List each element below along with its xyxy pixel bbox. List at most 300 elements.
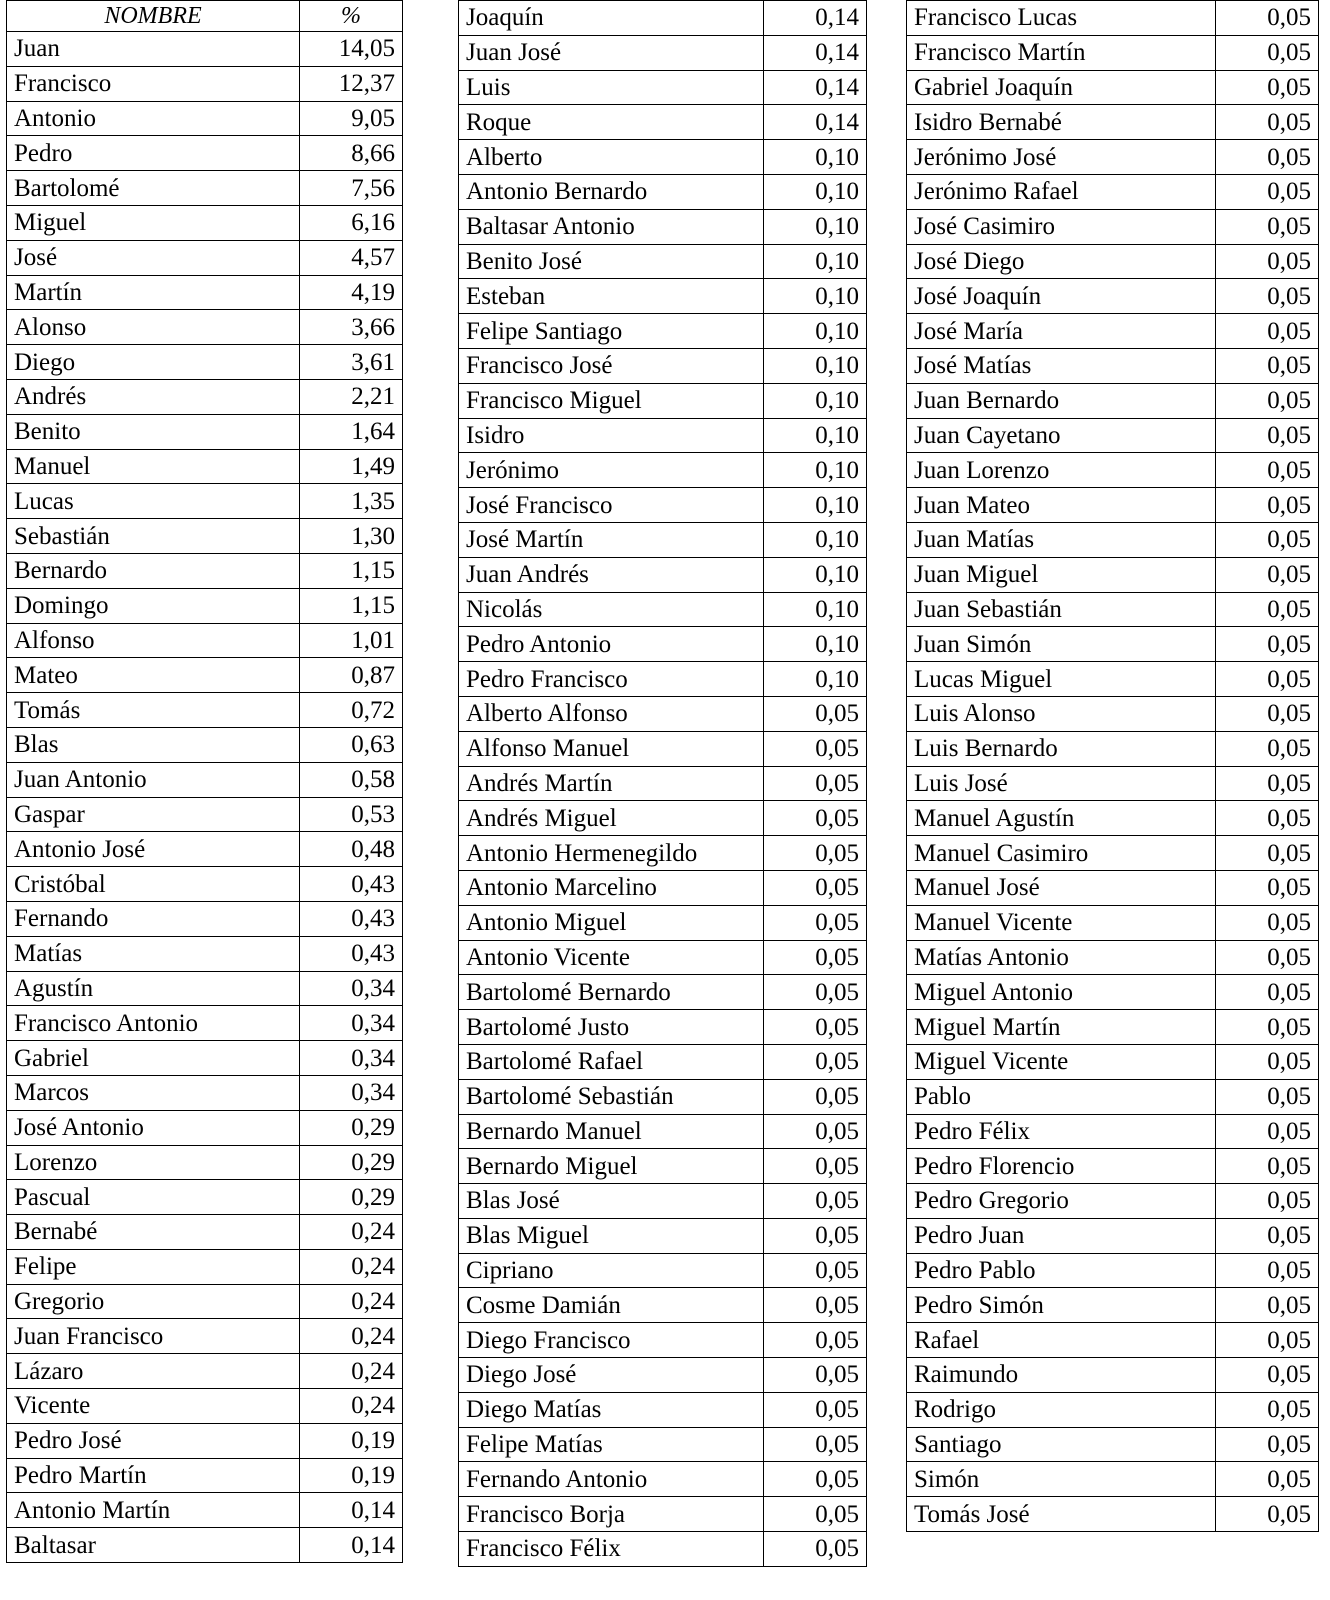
table-row <box>7 693 403 728</box>
table-row <box>907 105 1319 140</box>
cell-percent: 4,19 <box>300 275 403 310</box>
cell-name: Cipriano <box>459 1253 764 1288</box>
cell-percent: 0,05 <box>1216 35 1319 70</box>
table-row <box>7 1180 403 1215</box>
cell-name: Diego Matías <box>459 1392 764 1427</box>
cell-name: Isidro <box>459 418 764 453</box>
table-row <box>7 1319 403 1354</box>
cell-percent: 0,58 <box>300 762 403 797</box>
cell-percent: 0,05 <box>1216 662 1319 697</box>
cell-percent: 0,05 <box>1216 1392 1319 1427</box>
cell-percent: 0,05 <box>764 836 867 871</box>
cell-name: Mateo <box>7 658 300 693</box>
cell-percent: 0,29 <box>300 1180 403 1215</box>
cell-percent: 0,05 <box>1216 1079 1319 1114</box>
table-row <box>459 453 867 488</box>
cell-name: Matías <box>7 936 300 971</box>
cell-name: Juan José <box>459 35 764 70</box>
cell-percent: 8,66 <box>300 136 403 171</box>
cell-percent: 0,24 <box>300 1215 403 1250</box>
table-row <box>7 762 403 797</box>
table-row <box>459 314 867 349</box>
cell-percent: 0,05 <box>1216 1462 1319 1497</box>
cell-percent: 0,10 <box>764 662 867 697</box>
cell-percent: 0,43 <box>300 936 403 971</box>
cell-percent: 0,05 <box>764 1253 867 1288</box>
cell-name: Francisco José <box>459 348 764 383</box>
names-table-3 <box>906 0 1319 1532</box>
cell-percent: 0,10 <box>764 314 867 349</box>
cell-name: Miguel Vicente <box>907 1044 1216 1079</box>
table-row <box>7 867 403 902</box>
cell-percent: 0,10 <box>764 418 867 453</box>
cell-name: Manuel Agustín <box>907 801 1216 836</box>
cell-percent: 0,14 <box>764 35 867 70</box>
cell-name: Antonio <box>7 101 300 136</box>
table-row <box>459 975 867 1010</box>
column-header-nombre: NOMBRE <box>7 1 300 32</box>
cell-name: Pablo <box>907 1079 1216 1114</box>
table-row <box>7 1041 403 1076</box>
cell-percent: 0,14 <box>764 1 867 36</box>
cell-percent: 0,05 <box>1216 453 1319 488</box>
cell-name: Antonio Hermenegildo <box>459 836 764 871</box>
table-row <box>7 345 403 380</box>
cell-percent: 0,05 <box>764 1184 867 1219</box>
cell-percent: 0,05 <box>1216 1149 1319 1184</box>
table-row <box>907 1218 1319 1253</box>
cell-name: Benito José <box>459 244 764 279</box>
cell-name: Bartolomé Justo <box>459 1010 764 1045</box>
cell-percent: 0,14 <box>300 1493 403 1528</box>
cell-percent: 0,05 <box>764 1358 867 1393</box>
cell-name: Juan Lorenzo <box>907 453 1216 488</box>
cell-name: Francisco Martín <box>907 35 1216 70</box>
cell-percent: 0,43 <box>300 867 403 902</box>
cell-name: Pedro Juan <box>907 1218 1216 1253</box>
table-row <box>907 70 1319 105</box>
table-row <box>7 1528 403 1563</box>
cell-name: Pedro Martín <box>7 1458 300 1493</box>
cell-percent: 0,72 <box>300 693 403 728</box>
table-row <box>459 418 867 453</box>
cell-percent: 1,01 <box>300 623 403 658</box>
cell-name: Antonio José <box>7 832 300 867</box>
cell-percent: 0,10 <box>764 279 867 314</box>
cell-percent: 0,87 <box>300 658 403 693</box>
table-row <box>907 140 1319 175</box>
cell-percent: 0,05 <box>1216 70 1319 105</box>
table-row <box>459 1392 867 1427</box>
cell-percent: 0,05 <box>1216 140 1319 175</box>
cell-name: Diego José <box>459 1358 764 1393</box>
cell-name: Juan Simón <box>907 627 1216 662</box>
table-row <box>907 1392 1319 1427</box>
table-header-row <box>7 1 403 32</box>
cell-percent: 12,37 <box>300 66 403 101</box>
cell-percent: 0,10 <box>764 592 867 627</box>
table-row <box>907 1497 1319 1532</box>
table-row <box>907 627 1319 662</box>
table-row <box>459 1358 867 1393</box>
cell-name: Miguel Martín <box>907 1010 1216 1045</box>
cell-percent: 0,05 <box>1216 905 1319 940</box>
cell-name: Juan Miguel <box>907 557 1216 592</box>
table-row <box>907 592 1319 627</box>
table-row <box>7 1075 403 1110</box>
table-row <box>459 244 867 279</box>
table-row <box>907 174 1319 209</box>
cell-name: Pedro Francisco <box>459 662 764 697</box>
table-row <box>459 209 867 244</box>
cell-percent: 0,19 <box>300 1423 403 1458</box>
table-row <box>7 1145 403 1180</box>
table-row <box>459 1427 867 1462</box>
cell-percent: 0,48 <box>300 832 403 867</box>
cell-percent: 0,05 <box>764 975 867 1010</box>
table-row <box>459 348 867 383</box>
column-header-percent: % <box>300 1 403 32</box>
table-row <box>459 1288 867 1323</box>
table-row <box>907 1184 1319 1219</box>
table-row <box>907 1149 1319 1184</box>
cell-name: Francisco <box>7 66 300 101</box>
table-row <box>7 1215 403 1250</box>
table-row <box>907 696 1319 731</box>
cell-percent: 0,19 <box>300 1458 403 1493</box>
table-row <box>459 836 867 871</box>
cell-name: Vicente <box>7 1389 300 1424</box>
cell-percent: 1,35 <box>300 484 403 519</box>
table-row <box>459 1497 867 1532</box>
cell-name: Bartolomé Sebastián <box>459 1079 764 1114</box>
cell-percent: 0,10 <box>764 383 867 418</box>
cell-percent: 0,34 <box>300 1075 403 1110</box>
cell-percent: 0,29 <box>300 1145 403 1180</box>
table-row <box>907 1010 1319 1045</box>
cell-name: Bartolomé Bernardo <box>459 975 764 1010</box>
table-2-body <box>459 1 867 1567</box>
table-row <box>459 279 867 314</box>
table-row <box>907 209 1319 244</box>
cell-percent: 1,30 <box>300 519 403 554</box>
cell-percent: 0,05 <box>764 1427 867 1462</box>
cell-name: Domingo <box>7 588 300 623</box>
cell-name: Blas Miguel <box>459 1218 764 1253</box>
cell-name: José <box>7 240 300 275</box>
cell-percent: 0,29 <box>300 1110 403 1145</box>
table-row <box>7 240 403 275</box>
table-row <box>907 1358 1319 1393</box>
cell-percent: 0,05 <box>764 1079 867 1114</box>
cell-name: Pedro José <box>7 1423 300 1458</box>
cell-name: Jerónimo José <box>907 140 1216 175</box>
table-row <box>7 901 403 936</box>
table-row <box>7 832 403 867</box>
cell-name: Simón <box>907 1462 1216 1497</box>
cell-percent: 0,05 <box>1216 1044 1319 1079</box>
cell-name: Rafael <box>907 1323 1216 1358</box>
cell-name: José Martín <box>459 522 764 557</box>
cell-name: Rodrigo <box>907 1392 1216 1427</box>
cell-percent: 1,64 <box>300 414 403 449</box>
table-row <box>459 696 867 731</box>
cell-percent: 0,10 <box>764 140 867 175</box>
cell-name: Blas <box>7 727 300 762</box>
cell-percent: 0,05 <box>764 1532 867 1567</box>
table-row <box>459 383 867 418</box>
table-row <box>7 275 403 310</box>
cell-percent: 1,15 <box>300 553 403 588</box>
table-row <box>907 801 1319 836</box>
cell-percent: 0,05 <box>1216 592 1319 627</box>
cell-name: Blas José <box>459 1184 764 1219</box>
table-row <box>459 522 867 557</box>
table-row <box>459 662 867 697</box>
cell-percent: 0,05 <box>764 1323 867 1358</box>
table-row <box>459 1149 867 1184</box>
cell-percent: 0,05 <box>1216 696 1319 731</box>
cell-percent: 9,05 <box>300 101 403 136</box>
cell-percent: 0,43 <box>300 901 403 936</box>
cell-name: Tomás <box>7 693 300 728</box>
cell-name: Bernardo <box>7 553 300 588</box>
cell-name: Manuel Casimiro <box>907 836 1216 871</box>
cell-name: Antonio Bernardo <box>459 174 764 209</box>
cell-percent: 3,66 <box>300 310 403 345</box>
cell-percent: 0,05 <box>764 1010 867 1045</box>
cell-percent: 0,10 <box>764 522 867 557</box>
cell-percent: 0,05 <box>764 940 867 975</box>
table-row <box>907 1079 1319 1114</box>
cell-percent: 0,05 <box>764 801 867 836</box>
cell-name: José Diego <box>907 244 1216 279</box>
cell-percent: 0,24 <box>300 1319 403 1354</box>
table-row <box>459 1218 867 1253</box>
cell-name: Lucas Miguel <box>907 662 1216 697</box>
cell-percent: 0,10 <box>764 209 867 244</box>
cell-name: Martín <box>7 275 300 310</box>
table-row <box>907 522 1319 557</box>
cell-percent: 0,05 <box>1216 383 1319 418</box>
table-row <box>7 1354 403 1389</box>
table-row <box>907 35 1319 70</box>
cell-percent: 0,10 <box>764 488 867 523</box>
cell-name: Gregorio <box>7 1284 300 1319</box>
cell-percent: 4,57 <box>300 240 403 275</box>
cell-name: Pedro Antonio <box>459 627 764 662</box>
cell-name: Bartolomé Rafael <box>459 1044 764 1079</box>
cell-name: Juan Andrés <box>459 557 764 592</box>
cell-name: Antonio Vicente <box>459 940 764 975</box>
cell-percent: 0,05 <box>764 696 867 731</box>
table-row <box>7 171 403 206</box>
table-row <box>459 1 867 36</box>
cell-name: Alfonso <box>7 623 300 658</box>
cell-name: Luis Alonso <box>907 696 1216 731</box>
cell-percent: 0,24 <box>300 1284 403 1319</box>
names-table-column-2 <box>458 0 866 1567</box>
cell-percent: 0,05 <box>1216 348 1319 383</box>
cell-percent: 0,24 <box>300 1389 403 1424</box>
table-row <box>459 105 867 140</box>
table-row <box>7 66 403 101</box>
table-row <box>907 870 1319 905</box>
cell-name: Cosme Damián <box>459 1288 764 1323</box>
table-row <box>459 801 867 836</box>
cell-name: Juan <box>7 32 300 67</box>
cell-percent: 0,05 <box>764 1149 867 1184</box>
cell-name: Matías Antonio <box>907 940 1216 975</box>
cell-name: Luis <box>459 70 764 105</box>
cell-name: José Antonio <box>7 1110 300 1145</box>
cell-name: Pedro Pablo <box>907 1253 1216 1288</box>
table-row <box>459 905 867 940</box>
cell-name: Miguel Antonio <box>907 975 1216 1010</box>
cell-percent: 0,24 <box>300 1354 403 1389</box>
cell-percent: 0,05 <box>1216 557 1319 592</box>
cell-name: Jerónimo <box>459 453 764 488</box>
cell-name: Diego Francisco <box>459 1323 764 1358</box>
cell-name: Esteban <box>459 279 764 314</box>
cell-percent: 0,05 <box>1216 314 1319 349</box>
table-row <box>7 1249 403 1284</box>
cell-name: Alberto <box>459 140 764 175</box>
cell-percent: 14,05 <box>300 32 403 67</box>
cell-name: Pedro Simón <box>907 1288 1216 1323</box>
cell-percent: 0,05 <box>1216 870 1319 905</box>
table-row <box>907 348 1319 383</box>
table-row <box>907 731 1319 766</box>
table-row <box>907 279 1319 314</box>
table-row <box>907 1114 1319 1149</box>
table-row <box>907 1462 1319 1497</box>
cell-name: Alberto Alfonso <box>459 696 764 731</box>
cell-name: Sebastián <box>7 519 300 554</box>
cell-name: Antonio Martín <box>7 1493 300 1528</box>
cell-name: Francisco Miguel <box>459 383 764 418</box>
cell-name: Luis José <box>907 766 1216 801</box>
cell-name: Juan Cayetano <box>907 418 1216 453</box>
table-row <box>7 519 403 554</box>
cell-percent: 0,05 <box>1216 1497 1319 1532</box>
table-row <box>7 1389 403 1424</box>
table-row <box>459 1532 867 1567</box>
cell-name: Bernardo Miguel <box>459 1149 764 1184</box>
table-row <box>459 1079 867 1114</box>
cell-percent: 0,05 <box>1216 279 1319 314</box>
cell-percent: 0,05 <box>1216 1288 1319 1323</box>
cell-percent: 0,05 <box>1216 105 1319 140</box>
cell-name: Felipe Matías <box>459 1427 764 1462</box>
table-row <box>459 1184 867 1219</box>
cell-name: Antonio Marcelino <box>459 870 764 905</box>
cell-percent: 3,61 <box>300 345 403 380</box>
cell-name: Fernando Antonio <box>459 1462 764 1497</box>
cell-name: Gaspar <box>7 797 300 832</box>
cell-percent: 0,05 <box>1216 801 1319 836</box>
cell-percent: 0,05 <box>764 766 867 801</box>
cell-name: Luis Bernardo <box>907 731 1216 766</box>
names-table-2 <box>458 0 867 1567</box>
table-row <box>7 32 403 67</box>
table-1-body <box>7 32 403 1563</box>
cell-percent: 0,10 <box>764 557 867 592</box>
table-row <box>459 140 867 175</box>
table-row <box>459 1114 867 1149</box>
cell-percent: 0,05 <box>764 1114 867 1149</box>
table-row <box>459 1010 867 1045</box>
cell-name: Bernardo Manuel <box>459 1114 764 1149</box>
table-row <box>7 797 403 832</box>
cell-percent: 0,05 <box>1216 766 1319 801</box>
cell-percent: 0,05 <box>1216 1358 1319 1393</box>
cell-name: Pedro Florencio <box>907 1149 1216 1184</box>
cell-percent: 7,56 <box>300 171 403 206</box>
table-row <box>7 727 403 762</box>
table-row <box>7 1423 403 1458</box>
table-row <box>7 310 403 345</box>
cell-percent: 0,05 <box>764 1218 867 1253</box>
table-row <box>459 592 867 627</box>
cell-percent: 0,05 <box>764 731 867 766</box>
cell-name: Manuel <box>7 449 300 484</box>
table-row <box>7 588 403 623</box>
table-row <box>7 553 403 588</box>
cell-percent: 0,10 <box>764 244 867 279</box>
cell-name: Jerónimo Rafael <box>907 174 1216 209</box>
cell-name: José Francisco <box>459 488 764 523</box>
cell-percent: 0,05 <box>764 1044 867 1079</box>
table-row <box>907 662 1319 697</box>
cell-percent: 0,14 <box>764 105 867 140</box>
cell-percent: 0,05 <box>1216 940 1319 975</box>
cell-name: Alonso <box>7 310 300 345</box>
table-row <box>459 627 867 662</box>
cell-name: Manuel José <box>907 870 1216 905</box>
cell-name: Pedro Gregorio <box>907 1184 1216 1219</box>
cell-percent: 0,05 <box>1216 836 1319 871</box>
names-table-column-1 <box>6 0 402 1563</box>
cell-name: Nicolás <box>459 592 764 627</box>
cell-percent: 0,05 <box>764 905 867 940</box>
cell-percent: 0,05 <box>764 1462 867 1497</box>
cell-name: Andrés Martín <box>459 766 764 801</box>
cell-percent: 0,63 <box>300 727 403 762</box>
cell-name: José Matías <box>907 348 1216 383</box>
cell-percent: 0,05 <box>1216 1323 1319 1358</box>
cell-name: Francisco Borja <box>459 1497 764 1532</box>
table-row <box>7 971 403 1006</box>
table-row <box>907 488 1319 523</box>
table-row <box>459 1253 867 1288</box>
cell-percent: 1,15 <box>300 588 403 623</box>
table-row <box>907 1323 1319 1358</box>
cell-name: Juan Mateo <box>907 488 1216 523</box>
table-row <box>459 1323 867 1358</box>
cell-percent: 0,05 <box>1216 244 1319 279</box>
cell-name: Felipe Santiago <box>459 314 764 349</box>
cell-name: Antonio Miguel <box>459 905 764 940</box>
table-row <box>907 766 1319 801</box>
cell-name: Fernando <box>7 901 300 936</box>
cell-percent: 0,24 <box>300 1249 403 1284</box>
cell-name: Gabriel Joaquín <box>907 70 1216 105</box>
table-row <box>907 418 1319 453</box>
table-row <box>907 1288 1319 1323</box>
cell-name: Juan Francisco <box>7 1319 300 1354</box>
cell-name: Francisco Antonio <box>7 1006 300 1041</box>
